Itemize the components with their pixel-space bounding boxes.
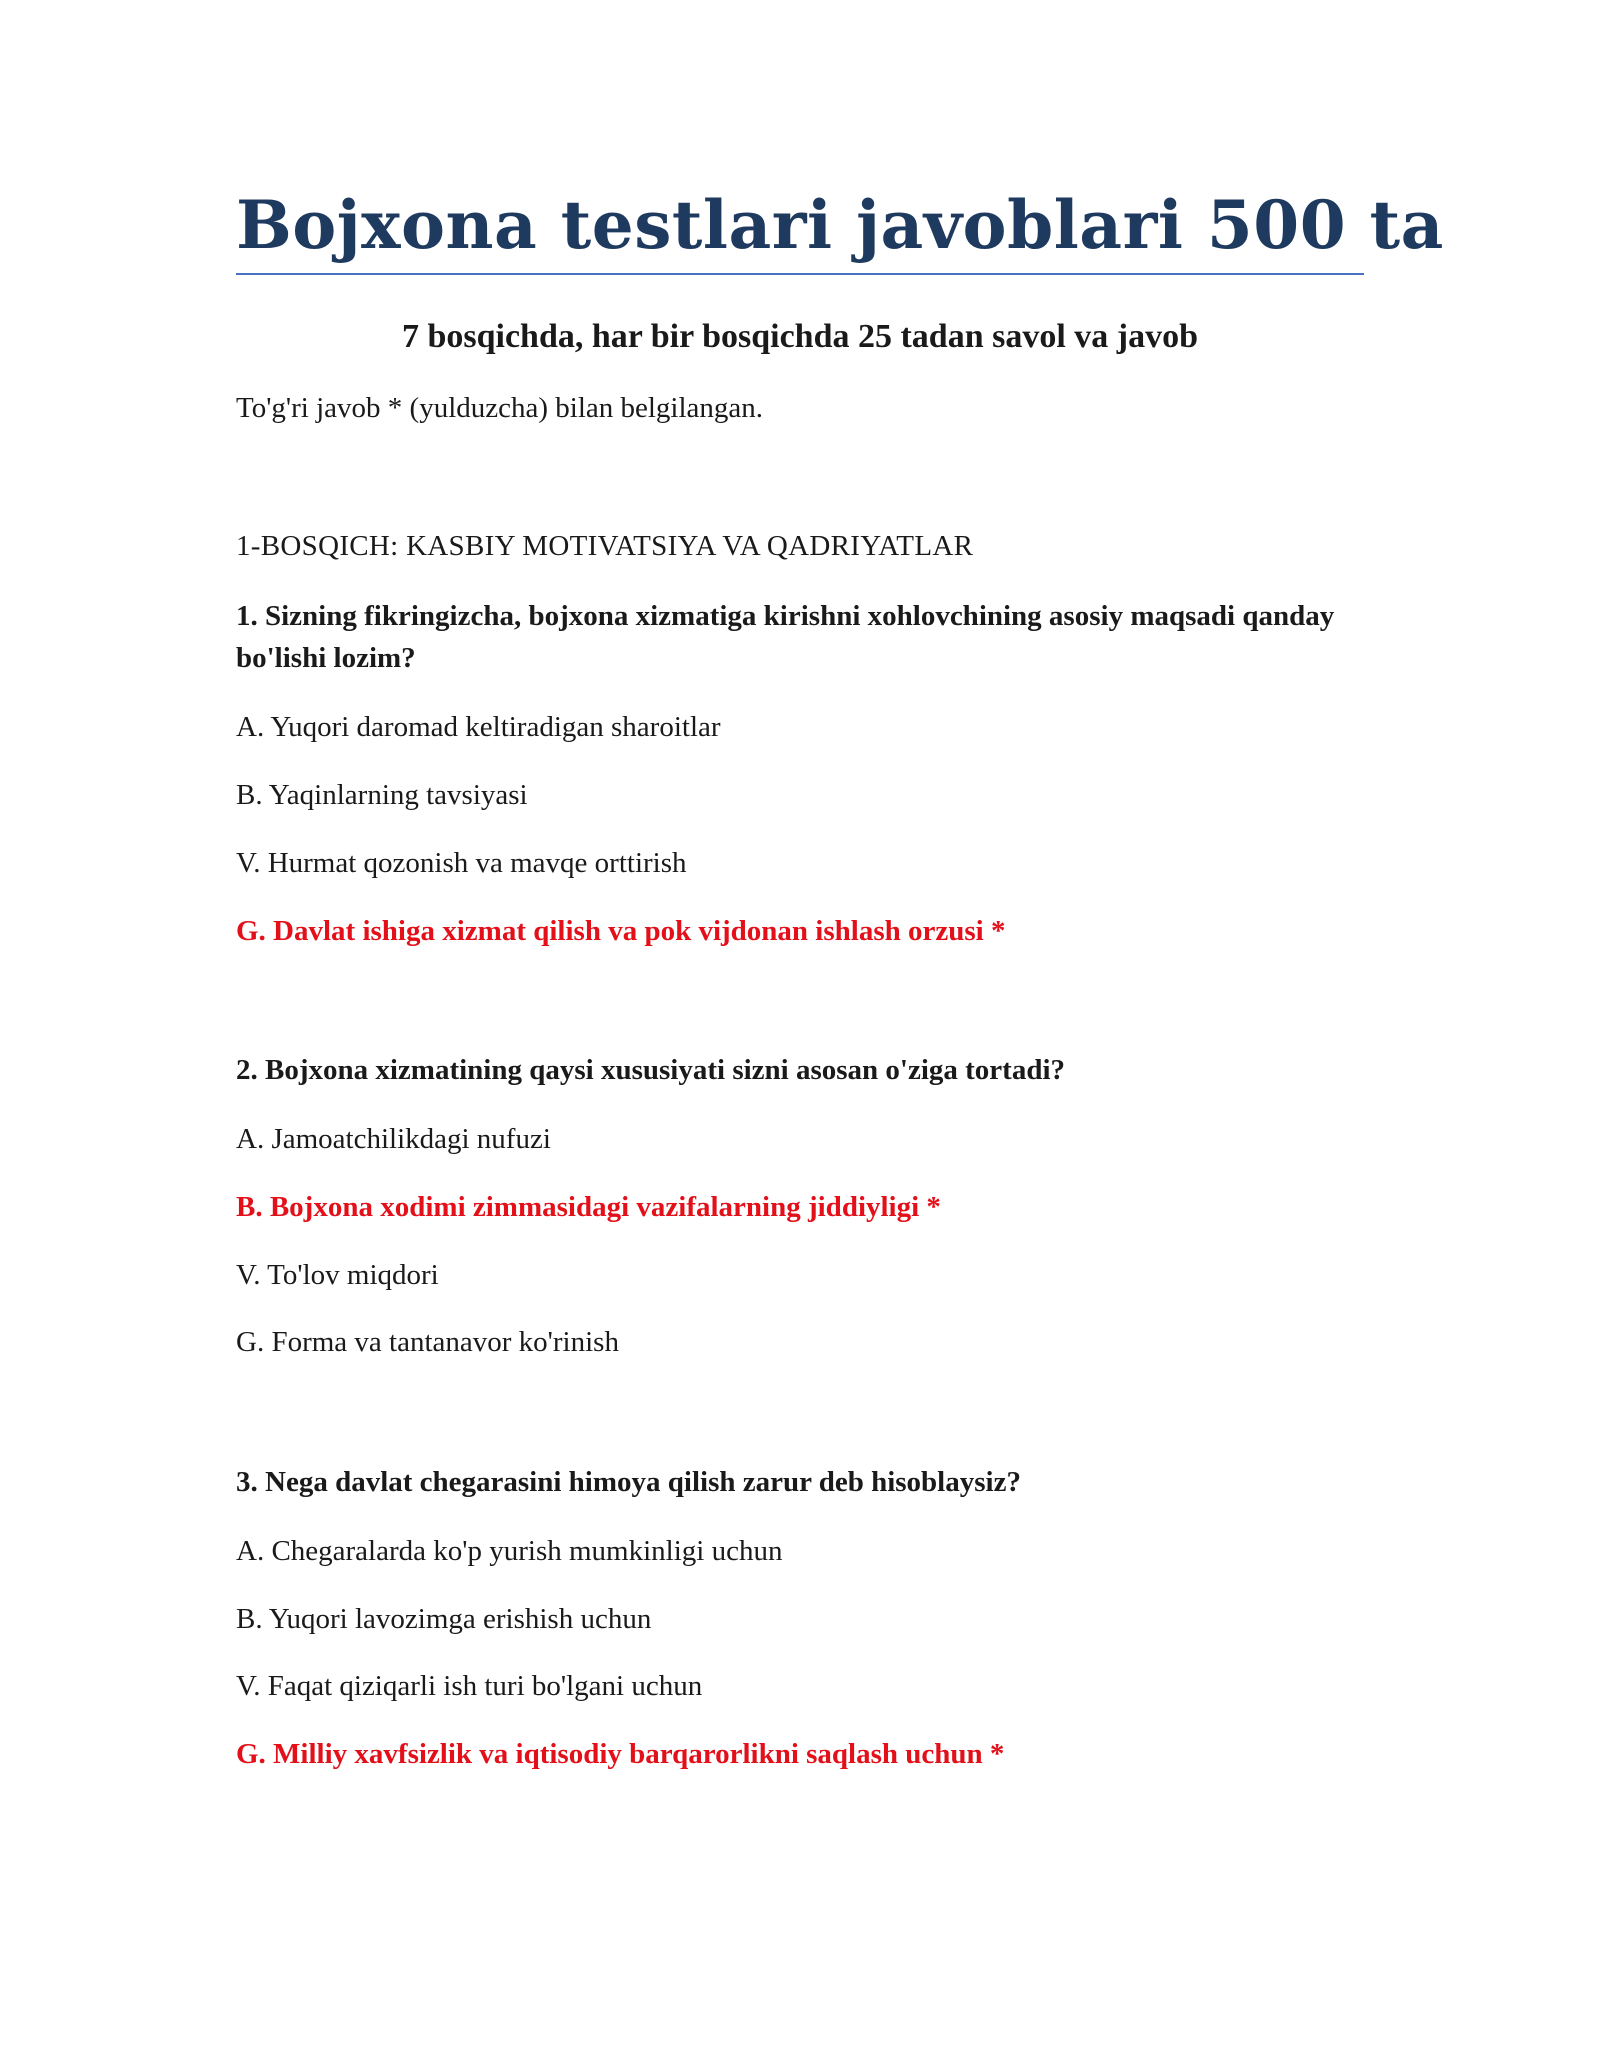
document-page — [236, 186, 1444, 1774]
question-text: 1. Sizning fikringizcha, bojxona xizmatiga kirishni xohlovchining asosiy maqsadi qanday bo'lishi lozim? — [236, 600, 1335, 675]
correct-answer-option: B. Bojxona xodimi zimmasidagi vazifalarning jiddiyligi * — [236, 1190, 941, 1223]
correct-answer-option: G. Davlat ishiga xizmat qilish va pok vijdonan ishlash orzusi * — [236, 914, 1006, 947]
question-text: 2. Bojxona xizmatining qaysi xususiyati sizni asosan o'ziga tortadi? — [236, 1054, 1066, 1087]
question-list — [236, 595, 1364, 1773]
answer-option: B. Yuqori lavozimga erishish uchun — [236, 1602, 652, 1635]
title-underline — [236, 273, 1364, 275]
question-block — [236, 1049, 1364, 1362]
answer-option: V. Hurmat qozonish va mavqe orttirish — [236, 846, 687, 879]
correct-answer-option: G. Milliy xavfsizlik va iqtisodiy barqarorlikni saqlash uchun * — [236, 1738, 1005, 1771]
answer-option: G. Forma va tantanavor ko'rinish — [236, 1326, 619, 1359]
answer-option: B. Yaqinlarning tavsiyasi — [236, 779, 528, 812]
answer-key-note: To'g'ri javob * (yulduzcha) bilan belgilangan. — [236, 391, 764, 424]
answer-option: A. Yuqori daromad keltiradigan sharoitlar — [236, 711, 721, 744]
answer-option: A. Chegaralarda ko'p yurish mumkinligi uchun — [236, 1535, 783, 1568]
document-subtitle: 7 bosqichda, har bir bosqichda 25 tadan savol va javob — [401, 318, 1199, 356]
document-title: Bojxona testlari javoblari 500 ta — [236, 186, 1444, 264]
answer-option: V. Faqat qiziqarli ish turi bo'lgani uchun — [236, 1670, 703, 1703]
question-block — [236, 1461, 1364, 1774]
answer-option: V. To'lov miqdori — [236, 1258, 439, 1291]
question-block — [236, 595, 1364, 950]
answer-option: A. Jamoatchilikdagi nufuzi — [236, 1123, 551, 1156]
section-heading: 1-BOSQICH: KASBIY MOTIVATSIYA VA QADRIYATLAR — [236, 529, 974, 562]
question-text: 3. Nega davlat chegarasini himoya qilish zarur deb hisoblaysiz? — [236, 1466, 1021, 1498]
